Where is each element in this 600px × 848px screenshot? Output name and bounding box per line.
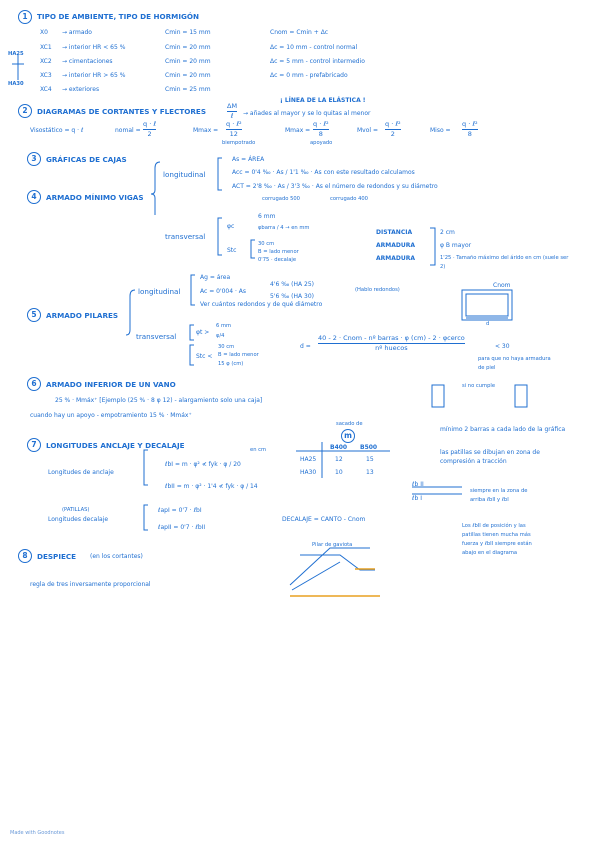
class-xc2-desc: → cimentaciones: [62, 58, 113, 65]
tabla-de-label: sacado de: [336, 421, 363, 427]
lb-2-formula: ℓbII = m · φ² · 1'4 ≮ fyk · φ / 14: [165, 483, 258, 490]
lt-30: < 30: [495, 343, 510, 350]
ha30-label: HA30: [8, 81, 24, 87]
decalaje-formula: DECALAJE = CANTO - Cnom: [282, 516, 366, 523]
section-2-title: DIAGRAMAS DE CORTANTES Y FLECTORES: [37, 107, 206, 116]
class-xc3: XC3: [40, 72, 52, 79]
cnom-formula: Cnom = Cmin + Δc: [270, 29, 329, 36]
pilar-longitudinal-label: longitudinal: [138, 287, 181, 296]
class-xc4-cmin: Cmin = 25 mm: [165, 86, 211, 93]
ql-over-2: [143, 121, 156, 138]
phi-t-label: φt >: [196, 329, 210, 336]
act-formula: ACT = 2'8 ‰ · As / 3'3 ‰ · As el número de redondos y su diámetro: [232, 183, 438, 190]
goodnotes-footer: Made with Goodnotes: [10, 830, 65, 836]
isostatic-shear: Visostático = q · ℓ: [30, 127, 84, 134]
phi-c-6mm: 6 mm: [258, 213, 276, 220]
lb-1-formula: ℓbI = m · φ² ≮ fyk · φ / 20: [165, 461, 241, 468]
m-circle: m: [341, 429, 355, 443]
section-number-4: 4: [27, 190, 41, 204]
armadura-label: ARMADURA: [376, 242, 415, 249]
table-header-b500: B500: [360, 444, 378, 451]
stc-label: Stc: [227, 247, 237, 254]
section-number-1: 1: [18, 10, 32, 24]
class-xc1: XC1: [40, 44, 52, 51]
ql2-over-12: [226, 121, 242, 138]
en-cm-label: en cm: [250, 447, 267, 453]
stc-30cm: 30 cm: [258, 241, 275, 247]
class-xc4-desc: → exteriores: [62, 86, 100, 93]
acc-formula: Acc = 0'4 ‰ · As / 1'1 ‰ · As con este resultado calculamos: [232, 169, 415, 176]
distancia-label: DISTANCIA: [376, 229, 413, 236]
table-cell-ha30-b400: 10: [335, 469, 343, 476]
lap-1-formula: ℓapI = 0'7 · ℓbI: [158, 507, 202, 514]
ag-area: Ag = área: [200, 274, 231, 281]
pilar-transversal-label: transversal: [136, 332, 177, 341]
eight-text-2: 8: [467, 130, 472, 138]
ratio-ha25: 4'6 ‰ (HA 25): [270, 281, 314, 288]
as-area: As = ÁREA: [232, 156, 265, 163]
ql2-over-8-b: [462, 121, 478, 138]
despiece-paren: (en los cortantes): [90, 553, 143, 560]
section-number-2: 2: [18, 104, 32, 118]
section-number-3: 3: [27, 152, 41, 166]
patillas-note: las patillas se dibujan en zona de compresión a tracción: [440, 449, 540, 465]
table-row-ha30: HA30: [300, 469, 317, 476]
stc-b-lado: B = lado menor: [258, 249, 299, 255]
phi-barra-4: φbarra / 4 → en mm: [258, 225, 310, 231]
section-3-title: GRÁFICAS DE CAJAS: [46, 155, 127, 164]
ql2-over-8: [313, 121, 329, 138]
two-text-2: 2: [390, 130, 395, 138]
section-6-title: ARMADO INFERIOR DE UN VANO: [46, 380, 176, 389]
armado-inferior-line-1: 25 % · Mmáx⁺ [Ejemplo (25 % · 8 φ 12) - alargamiento solo una caja]: [55, 397, 263, 404]
eight-text: 8: [318, 130, 323, 138]
class-xc1-desc: → interior HR < 65 %: [62, 44, 126, 51]
transversal-label: transversal: [165, 232, 206, 241]
lap-2-formula: ℓapII = 0'7 · ℓbII: [158, 524, 206, 531]
class-xc2-cmin: Cmin = 20 mm: [165, 58, 211, 65]
corrugado-400: corrugado 400: [330, 196, 368, 202]
section-number-5: 5: [27, 308, 41, 322]
class-xc2-dc: Δc = 5 mm - control intermedio: [270, 58, 365, 65]
class-xc1-dc: Δc = 10 mm - control normal: [270, 44, 358, 51]
section-8-title: DESPIECE: [37, 552, 77, 561]
class-xc3-dc: Δc = 0 mm - prefabricado: [270, 72, 348, 79]
ql2-text: q · ℓ²: [226, 120, 242, 128]
biempotrado-label: biempotrado: [222, 140, 256, 146]
d-equation-fraction: [318, 335, 465, 352]
stc-075: 0'75 · decalaje: [258, 257, 297, 263]
ql-text: q · ℓ: [143, 120, 157, 128]
ql2-text-2: q · ℓ²: [313, 120, 329, 128]
table-cell-ha30-b500: 13: [366, 469, 374, 476]
mmax-biemp-label: Mmax =: [193, 127, 219, 134]
section-4-title: ARMADO MÍNIMO VIGAS: [46, 193, 144, 202]
stc-pilar-b: B = lado menor: [218, 352, 259, 358]
ql2-text-3: q · ℓ²: [385, 120, 401, 128]
longitudes-anclaje-label: Longitudes de anclaje: [48, 469, 114, 476]
mvol-label: Mvol =: [357, 127, 378, 134]
apoyado-label: apoyado: [310, 140, 333, 146]
armadura-2-value: 1'25 · Tamaño máximo del árido en cm (suele ser 2): [440, 255, 569, 270]
dm-text: ΔM: [227, 102, 238, 110]
ql2-text-4: q · ℓ²: [462, 120, 478, 128]
patillas-label: (PATILLAS): [62, 507, 90, 513]
d-numerator: 40 - 2 · Cnom - nº barras · φ (cm) - 2 · φcerco: [318, 334, 465, 342]
ql2-over-2: [385, 121, 401, 138]
class-x0: X0: [40, 29, 48, 36]
section-5-title: ARMADO PILARES: [46, 311, 119, 320]
class-xc3-cmin: Cmin = 20 mm: [165, 72, 211, 79]
armado-inferior-line-2: cuando hay un apoyo - empotramiento 15 % · Mmáx⁺: [30, 412, 192, 419]
armadura-2-label: ARMADURA: [376, 255, 415, 262]
minimo-2-barras: mínimo 2 barras a cada lado de la gráfica: [440, 426, 566, 433]
longitudes-decalaje-label: Longitudes decalaje: [48, 516, 109, 523]
ha25-label: HA25: [8, 51, 24, 57]
two-text: 2: [147, 130, 152, 138]
class-x0-cmin: Cmin = 15 mm: [165, 29, 211, 36]
class-x0-desc: → armado: [62, 29, 92, 36]
phi-t-6mm: 6 mm: [216, 323, 232, 329]
d-denominator: nº huecos: [375, 344, 408, 352]
si-no-cumple: si no cumple: [462, 383, 496, 389]
section-1-title: TIPO DE AMBIENTE, TIPO DE HORMIGÓN: [37, 12, 200, 21]
regla-tres-note: regla de tres inversamente proporcional: [30, 581, 151, 588]
d-equation-label: d =: [300, 343, 311, 350]
hablo-redondos: (Hablo redondos): [355, 287, 400, 293]
siempre-arriba-note: siempre en la zona de arriba ℓbII y ℓbI: [470, 488, 528, 503]
dl-text: ℓ: [230, 112, 234, 120]
pilar-gaviota-tag: Pilar de gaviota: [312, 542, 353, 548]
table-header-b400: B400: [330, 444, 348, 451]
phi-t-phi4: φ/4: [216, 333, 225, 339]
table-cell-ha25-b500: 15: [366, 456, 374, 463]
section-number-7: 7: [27, 438, 41, 452]
posicion-patillas-note: Los ℓbII de posición y las patillas tienen mucha más fuerza y ℓbII siempre están abajo en el diagrama: [462, 523, 532, 556]
stc-pilar-label: Stc <: [196, 353, 213, 360]
corrugado-500: corrugado 500: [262, 196, 300, 202]
distancia-value: 2 cm: [440, 229, 455, 236]
armadura-value: φ B mayor: [440, 242, 472, 249]
cnom-label-diagram: Cnom: [493, 282, 511, 289]
ac-formula: Ac = 0'004 · As: [200, 288, 247, 295]
stc-pilar-15phi: 15 φ (cm): [218, 361, 244, 367]
class-xc3-desc: → interior HR > 65 %: [62, 72, 126, 79]
d-label-diagram: d: [486, 321, 490, 327]
section-number-6: 6: [27, 377, 41, 391]
class-xc2: XC2: [40, 58, 52, 65]
phi-c-label: φc: [227, 223, 235, 230]
lb-II-label: ℓb II: [412, 481, 424, 488]
section-number-8: 8: [18, 549, 32, 563]
lb-I-label: ℓb I: [412, 495, 422, 502]
class-xc1-cmin: Cmin = 20 mm: [165, 44, 211, 51]
elastica-note: ¡ LÍNEA DE LA ELÁSTICA !: [280, 97, 366, 104]
mmax-apoy-label: Mmax =: [285, 127, 311, 134]
class-xc4: XC4: [40, 86, 52, 93]
section-7-title: LONGITUDES ANCLAJE Y DECALAJE: [46, 441, 185, 450]
ratio-ha30: 5'6 ‰ (HA 30): [270, 293, 314, 300]
longitudinal-label: longitudinal: [163, 170, 206, 179]
miso-label: Miso =: [430, 127, 451, 134]
armadura-piel-note: para que no haya armadura de piel: [478, 356, 551, 371]
nomal-label: nomal =: [115, 127, 141, 134]
twelve-text: 12: [229, 130, 238, 138]
stc-pilar-30cm: 30 cm: [218, 344, 235, 350]
dm-note: → añades al mayor y se lo quitas al menor: [243, 110, 371, 117]
dm-over-l: [227, 103, 237, 120]
ver-cuantos: Ver cuántos redondos y de qué diámetro: [200, 301, 323, 308]
table-cell-ha25-b400: 12: [335, 456, 343, 463]
table-row-ha25: HA25: [300, 456, 317, 463]
